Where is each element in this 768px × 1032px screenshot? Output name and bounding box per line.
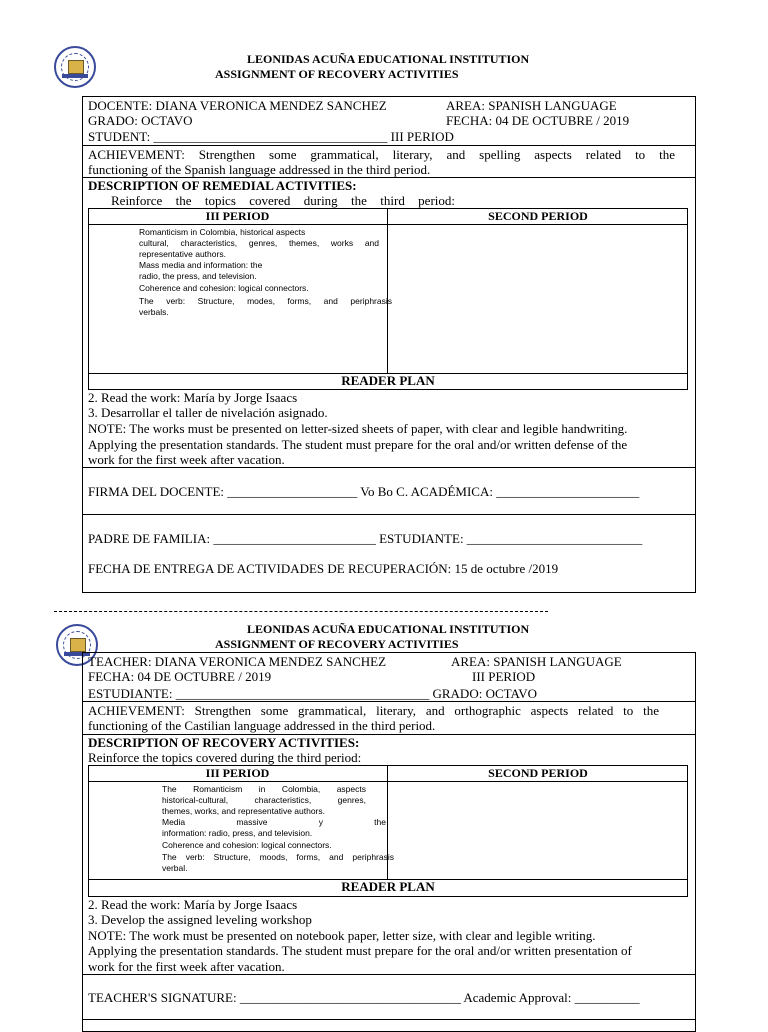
column-header-third-period: III PERIOD: [205, 209, 270, 223]
student-field: STUDENT: ____________________________________ III PERIOD: [88, 129, 454, 144]
note-line: Applying the presentation standards. The student must prepare for the oral and/or written defense of the: [88, 437, 628, 452]
divider: [82, 701, 696, 702]
column-header-third-period: III PERIOD: [205, 766, 270, 780]
divider: [82, 1019, 696, 1020]
delivery-date: FECHA DE ENTREGA DE ACTIVIDADES DE RECUPERACIÓN: 15 de octubre /2019: [88, 561, 559, 576]
form-title: ASSIGNMENT OF RECOVERY ACTIVITIES: [215, 637, 459, 651]
teacher-signature-field: TEACHER'S SIGNATURE: __________________________________ Academic Approval: __________: [88, 990, 640, 1005]
school-seal-logo: [54, 46, 96, 88]
note-line: NOTE: The works must be presented on letter-sized sheets of paper, with clear and legible handwriting.: [88, 421, 628, 436]
subject-area: AREA: SPANISH LANGUAGE: [446, 98, 617, 113]
reading-assignment: 2. Read the work: María by Jorge Isaacs: [88, 897, 298, 912]
reader-plan-heading: READER PLAN: [341, 879, 435, 894]
grade: GRADO: OCTAVO: [88, 113, 193, 128]
column-header-second-period: SECOND PERIOD: [488, 766, 588, 780]
cut-line: [54, 611, 548, 612]
achievement-text: ACHIEVEMENT: Strengthen some grammatical, literary, and spelling aspects related to the: [88, 147, 675, 162]
note-line: work for the first week after vacation.: [88, 452, 285, 467]
note-line: work for the first week after vacation.: [88, 959, 285, 974]
subject-area: AREA: SPANISH LANGUAGE: [451, 654, 622, 669]
topic-item: The verb: Structure, moods, forms, and periphrasis verbal.: [162, 852, 394, 873]
reader-plan-heading: READER PLAN: [341, 373, 435, 388]
divider: [82, 467, 696, 468]
parent-student-signature-field: PADRE DE FAMILIA: _________________________ ESTUDIANTE: ___________________________: [88, 531, 643, 546]
table-column-divider: [387, 208, 388, 374]
reading-assignment: 2. Read the work: María by Jorge Isaacs: [88, 390, 298, 405]
divider: [82, 145, 696, 146]
topic-item: Coherence and cohesion: logical connectors.: [139, 283, 309, 293]
school-name: LEONIDAS ACUÑA EDUCATIONAL INSTITUTION: [247, 622, 530, 636]
table-header-divider: [88, 224, 688, 225]
topic-item: The Romanticism in Colombia, aspects historical-cultural, characteristics, genres, themes, works, and representative authors.: [162, 784, 366, 816]
achievement-text-cont: functioning of the Castilian language addressed in the third period.: [88, 718, 436, 733]
teacher-name: DOCENTE: DIANA VERONICA MENDEZ SANCHEZ: [88, 98, 387, 113]
description-heading: DESCRIPTION OF RECOVERY ACTIVITIES:: [88, 735, 360, 750]
workshop-assignment: 3. Desarrollar el taller de nivelación asignado.: [88, 405, 328, 420]
date: FECHA: 04 DE OCTUBRE / 2019: [446, 113, 630, 128]
divider: [82, 974, 696, 975]
column-header-second-period: SECOND PERIOD: [488, 209, 588, 223]
note-line: NOTE: The work must be presented on notebook paper, letter size, with clear and legible writing.: [88, 928, 596, 943]
note-line: Applying the presentation standards. The student must prepare for the oral and/or written presentation of: [88, 943, 632, 958]
description-heading: DESCRIPTION OF REMEDIAL ACTIVITIES:: [88, 178, 357, 193]
form-title: ASSIGNMENT OF RECOVERY ACTIVITIES: [215, 67, 459, 81]
achievement-text-cont: functioning of the Spanish language addressed in the third period.: [88, 162, 431, 177]
reinforce-text: Reinforce the topics covered during the third period:: [111, 193, 455, 208]
table-header-divider: [88, 781, 688, 782]
topic-item: Media massive y the information: radio, press, and television.: [162, 817, 386, 838]
topic-item: Mass media and information: the radio, the press, and television.: [139, 260, 263, 281]
teacher-name: TEACHER: DIANA VERONICA MENDEZ SANCHEZ: [88, 654, 387, 669]
workshop-assignment: 3. Develop the assigned leveling workshop: [88, 912, 312, 927]
topic-item: The verb: Structure, modes, forms, and periphrasis verbals.: [139, 296, 392, 317]
topic-item: Coherence and cohesion: logical connectors.: [162, 840, 332, 850]
date: FECHA: 04 DE OCTUBRE / 2019: [88, 669, 272, 684]
topic-item: Romanticism in Colombia, historical aspects cultural, characteristics, genres, themes, works and representative authors.: [139, 227, 379, 259]
period: III PERIOD: [472, 669, 536, 684]
achievement-text: ACHIEVEMENT: Strengthen some grammatical, literary, and orthographic aspects related to the: [88, 703, 659, 718]
teacher-signature-field: FIRMA DEL DOCENTE: ____________________ Vo Bo C. ACADÉMICA: ______________________: [88, 484, 640, 499]
divider: [82, 514, 696, 515]
school-name: LEONIDAS ACUÑA EDUCATIONAL INSTITUTION: [247, 52, 530, 66]
student-grade-field: ESTUDIANTE: _______________________________________ GRADO: OCTAVO: [88, 686, 538, 701]
reinforce-text: Reinforce the topics covered during the third period:: [88, 750, 362, 765]
